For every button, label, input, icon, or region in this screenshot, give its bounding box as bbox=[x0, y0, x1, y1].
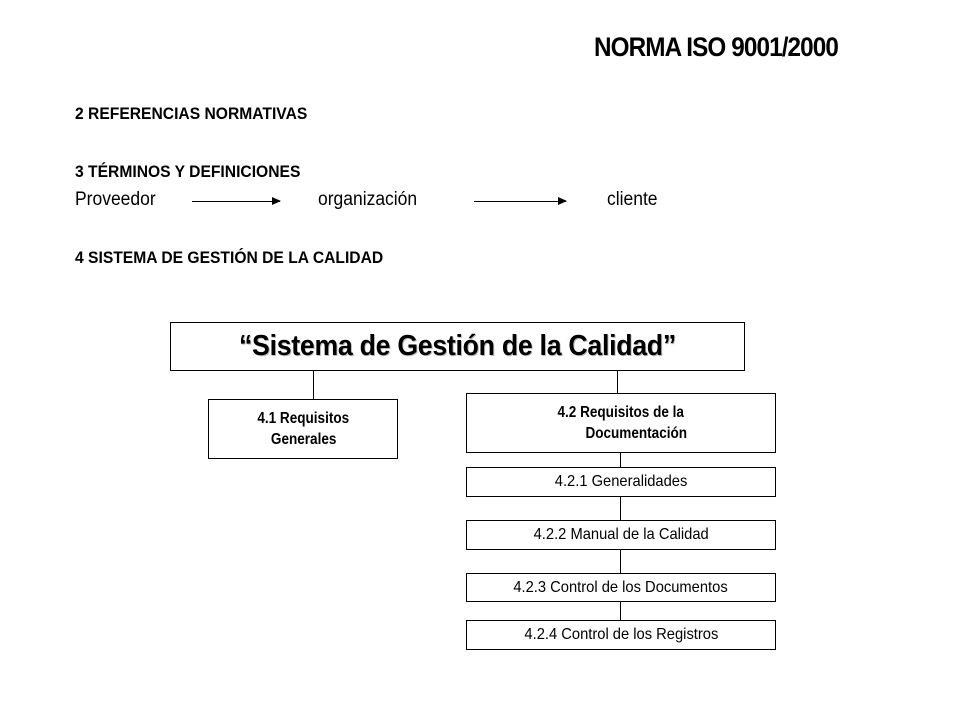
subitem-box bbox=[466, 520, 776, 550]
general-requirements-line1: 4.1 Requisitos bbox=[257, 410, 349, 427]
chain-supplier: Proveedor bbox=[75, 189, 156, 210]
section-references: 2 REFERENCIAS NORMATIVAS bbox=[75, 104, 308, 123]
documentation-requirements-box bbox=[466, 393, 776, 453]
connector-line bbox=[620, 497, 621, 520]
chain-customer: cliente bbox=[607, 189, 658, 210]
connector-line bbox=[620, 550, 621, 573]
connector-line bbox=[617, 371, 618, 393]
subitem-label: 4.2.2 Manual de la Calidad bbox=[533, 526, 709, 543]
section-terms: 3 TÉRMINOS Y DEFINICIONES bbox=[75, 162, 301, 181]
connector-line bbox=[620, 602, 621, 620]
documentation-requirements-line2: Documentación bbox=[585, 425, 688, 442]
qms-root-label: “Sistema de Gestión de la Calidad” bbox=[239, 330, 676, 362]
arrow-right-icon bbox=[474, 201, 566, 202]
connector-line bbox=[620, 453, 621, 467]
connector-line bbox=[313, 371, 314, 399]
page-title: NORMA ISO 9001/2000 bbox=[594, 32, 839, 62]
subitem-box bbox=[466, 573, 776, 602]
documentation-requirements-line1: 4.2 Requisitos de la bbox=[557, 404, 685, 421]
section-qms: 4 SISTEMA DE GESTIÓN DE LA CALIDAD bbox=[75, 248, 384, 267]
subitem-label: 4.2.1 Generalidades bbox=[554, 473, 688, 490]
arrow-right-icon bbox=[192, 201, 280, 202]
subitem-box bbox=[466, 467, 776, 497]
subitem-label: 4.2.3 Control de los Documentos bbox=[513, 578, 729, 596]
qms-root-box bbox=[170, 322, 745, 371]
general-requirements-box bbox=[208, 399, 398, 459]
subitem-label: 4.2.4 Control de los Registros bbox=[524, 626, 718, 643]
general-requirements-line2: Generales bbox=[270, 431, 336, 448]
subitem-box bbox=[466, 620, 776, 650]
chain-organization: organización bbox=[318, 189, 418, 210]
